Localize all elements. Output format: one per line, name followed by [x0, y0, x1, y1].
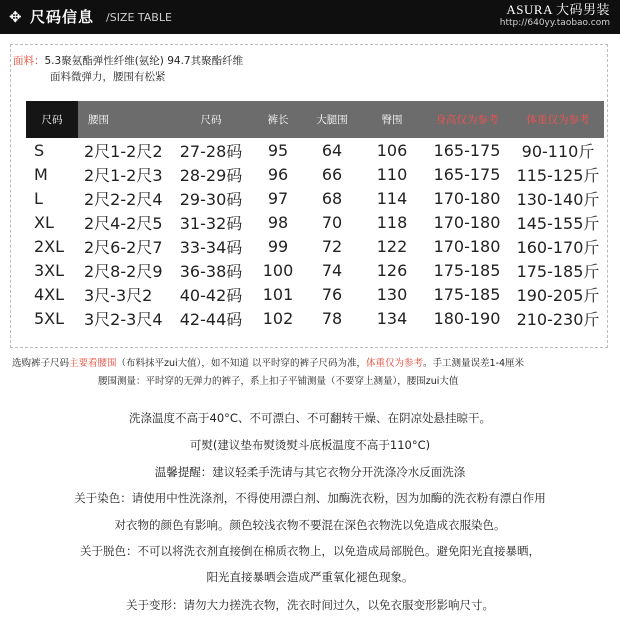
cell-hip: 122 — [376, 236, 408, 256]
table-row — [26, 234, 604, 258]
brand-url: http://640yy.taobao.com — [499, 18, 610, 28]
cell-hip: 126 — [376, 260, 408, 280]
cell-waist: 2尺1-2尺3 — [84, 165, 163, 185]
cell-size: 5XL — [34, 308, 65, 328]
cell-thigh: 74 — [321, 260, 343, 280]
cell-thigh: 72 — [321, 236, 343, 256]
cell-height: 170-180 — [433, 188, 501, 208]
selection-note-highlight: 主要看腰围 — [69, 358, 117, 369]
cell-height: 170-180 — [433, 236, 501, 256]
cell-length: 98 — [267, 212, 289, 232]
cell-waist: 2尺6-2尺7 — [84, 237, 163, 257]
table-row — [26, 258, 604, 282]
cell-length: 97 — [267, 188, 289, 208]
cell-height: 165-175 — [433, 164, 501, 184]
cell-height: 175-185 — [433, 260, 501, 280]
cell-height: 180-190 — [433, 308, 501, 328]
table-row — [26, 162, 604, 186]
cell-length: 102 — [262, 308, 294, 328]
header-length: 裤长 — [254, 101, 302, 138]
cell-length: 95 — [267, 140, 289, 160]
cell-waist: 2尺2-2尺4 — [84, 189, 163, 209]
table-row — [26, 282, 604, 306]
material-label: 面料： — [13, 55, 45, 67]
table-row — [26, 138, 604, 162]
cell-waist: 2尺1-2尺2 — [84, 141, 163, 161]
cell-height: 175-185 — [433, 284, 501, 304]
cell-height: 170-180 — [433, 212, 501, 232]
cell-size-code: 27-28码 — [179, 141, 243, 161]
header-height: 身高仅为参考 — [422, 101, 512, 138]
cell-hip: 106 — [376, 140, 408, 160]
size-table — [26, 101, 604, 330]
page-header — [0, 0, 620, 34]
care-line: 洗涤温度不高于40°C、不可漂白、不可翻转干燥、在阴凉处悬挂晾干。 — [129, 411, 491, 425]
selection-note-part: （布料抹平zui大值），如不知道 以平时穿的裤子尺码为准， — [116, 358, 366, 369]
cell-thigh: 66 — [321, 164, 343, 184]
header-waist: 腰围 — [78, 101, 168, 138]
cell-size: S — [34, 140, 45, 160]
cell-size-code: 29-30码 — [179, 189, 243, 209]
cell-size-code: 28-29码 — [179, 165, 243, 185]
table-header-row — [26, 101, 604, 138]
header-size: 尺码 — [26, 101, 78, 138]
move-cross-icon: ✥ — [9, 8, 22, 26]
table-row — [26, 186, 604, 210]
cell-waist: 2尺4-2尺5 — [84, 213, 163, 233]
section-subtitle: /SIZE TABLE — [106, 11, 172, 24]
header-size-code: 尺码 — [168, 101, 254, 138]
care-line: 关于染色：请使用中性洗涤剂，不得使用漂白剂、加酶洗衣粉，因为加酶的洗衣粉有漂白作用 — [74, 491, 546, 505]
care-line: 阳光直接暴晒会造成严重氧化褪色现象。 — [206, 570, 414, 584]
cell-weight: 130-140斤 — [516, 189, 600, 209]
care-line: 关于变形：请勿大力搓洗衣物，洗衣时间过久，以免衣服变形影响尺寸。 — [126, 598, 494, 612]
cell-size: L — [34, 188, 43, 208]
brand-name: ASURA 大码男装 — [506, 2, 610, 17]
header-hip: 臀围 — [362, 101, 422, 138]
cell-size: 4XL — [34, 284, 65, 304]
cell-thigh: 78 — [321, 308, 343, 328]
care-line: 对衣物的颜色有影响。颜色较浅衣物不要混在深色衣物洗以免造成衣服染色。 — [114, 518, 506, 532]
material-note: 面料微弹力，腰围有松紧 — [50, 71, 166, 83]
selection-note — [12, 357, 524, 370]
cell-size-code: 33-34码 — [179, 237, 243, 257]
cell-length: 101 — [262, 284, 294, 304]
cell-hip: 114 — [376, 188, 408, 208]
selection-note-highlight: 体重仅为参考 — [365, 358, 423, 369]
cell-size: 3XL — [34, 260, 65, 280]
cell-thigh: 64 — [321, 140, 343, 160]
cell-hip: 110 — [376, 164, 408, 184]
cell-size-code: 42-44码 — [179, 309, 243, 329]
header-weight: 体重仅为参考 — [512, 101, 604, 138]
material-text: 5.3聚氨酯弹性纤维(氨纶) 94.7其聚酯纤维 — [44, 55, 244, 67]
cell-length: 99 — [267, 236, 289, 256]
cell-weight: 210-230斤 — [516, 309, 600, 329]
cell-waist: 2尺8-2尺9 — [84, 261, 163, 281]
cell-weight: 145-155斤 — [516, 213, 600, 233]
cell-size: XL — [34, 212, 54, 232]
waist-measure-note: 腰围测量：平时穿的无弹力的裤子，系上扣子平铺测量（不要穿上测量），腰围zui大值 — [98, 376, 459, 387]
cell-weight: 175-185斤 — [516, 261, 600, 281]
cell-height: 165-175 — [433, 140, 501, 160]
table-row — [26, 306, 604, 330]
table-row — [26, 210, 604, 234]
cell-size-code: 36-38码 — [179, 261, 243, 281]
cell-thigh: 70 — [321, 212, 343, 232]
cell-hip: 134 — [376, 308, 408, 328]
selection-note-part: 。手工测量误差1-4厘米 — [422, 358, 524, 369]
cell-weight: 90-110斤 — [521, 141, 595, 161]
care-line: 可熨(建议垫布熨烫熨斗底板温度不高于110°C) — [189, 438, 431, 452]
brand-logo — [500, 2, 610, 29]
cell-waist: 3尺2-3尺4 — [84, 309, 163, 329]
cell-size-code: 31-32码 — [179, 213, 243, 233]
cell-hip: 130 — [376, 284, 408, 304]
cell-length: 96 — [267, 164, 289, 184]
care-line: 温馨提醒：建议轻柔手洗请与其它衣物分开洗涤冷水反面洗涤 — [154, 465, 466, 479]
care-line: 关于脱色：不可以将洗衣剂直接倒在棉质衣物上，以免造成局部脱色。避免阳光直接暴晒， — [80, 544, 540, 558]
cell-size: 2XL — [34, 236, 65, 256]
cell-size-code: 40-42码 — [179, 285, 243, 305]
cell-hip: 118 — [376, 212, 408, 232]
material-line — [13, 54, 243, 68]
cell-weight: 190-205斤 — [516, 285, 600, 305]
cell-length: 100 — [262, 260, 294, 280]
cell-waist: 3尺-3尺2 — [84, 285, 153, 305]
section-title: 尺码信息 — [30, 8, 95, 26]
cell-weight: 115-125斤 — [516, 165, 600, 185]
cell-weight: 160-170斤 — [516, 237, 600, 257]
selection-note-part: 选购裤子尺码 — [12, 358, 70, 369]
cell-size: M — [34, 164, 48, 184]
cell-thigh: 76 — [321, 284, 343, 304]
cell-thigh: 68 — [321, 188, 343, 208]
header-thigh: 大腿围 — [302, 101, 362, 138]
